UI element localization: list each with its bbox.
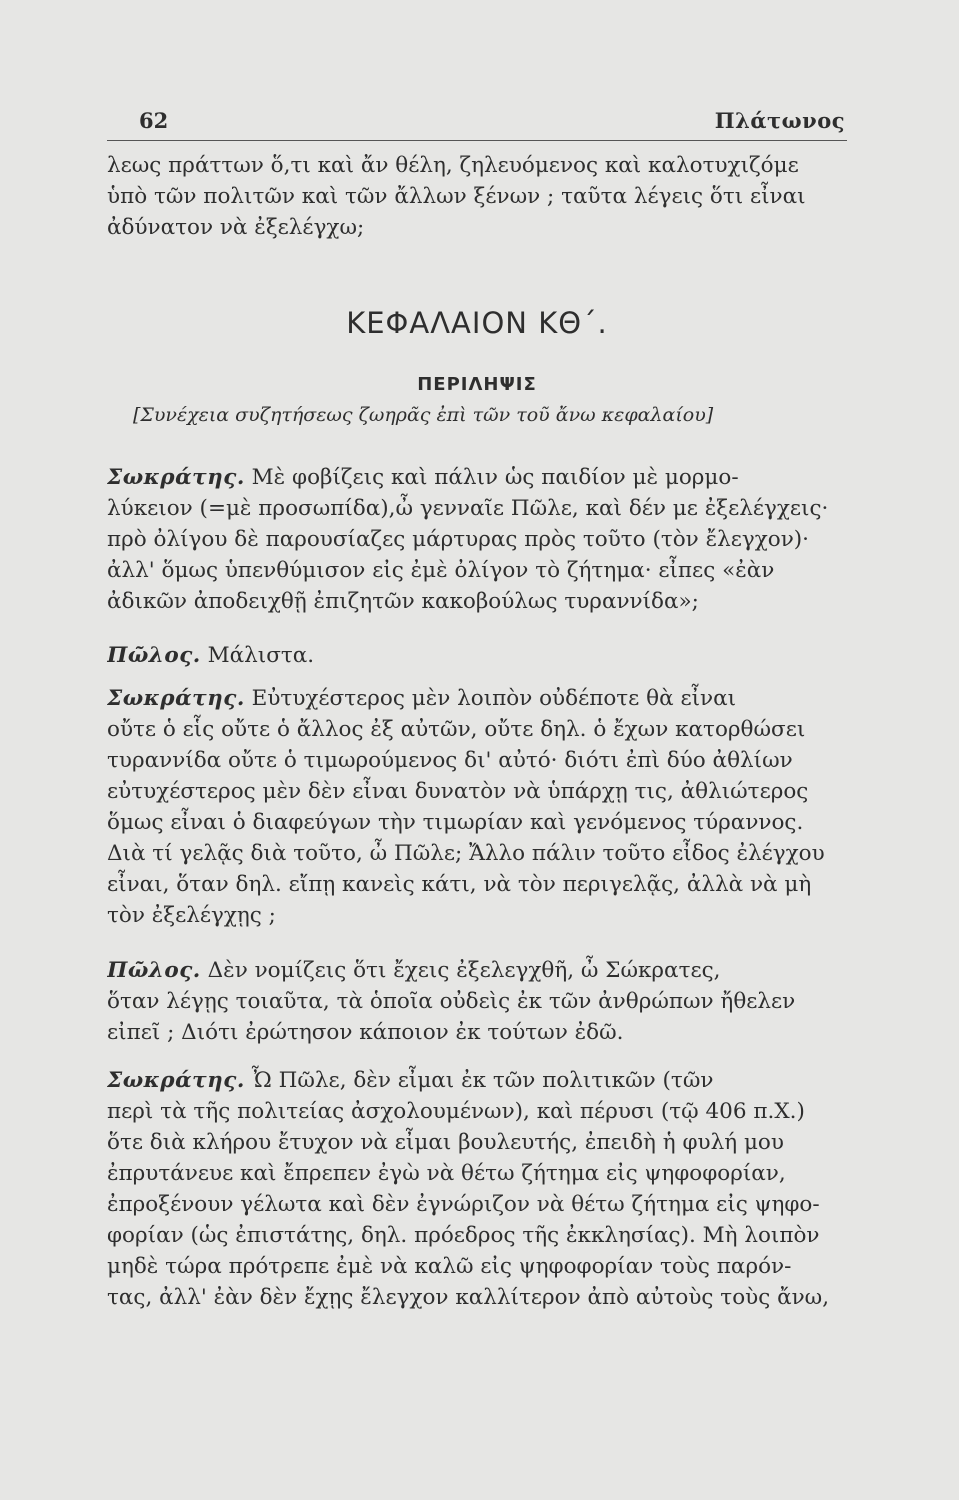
- summary-text: [Συνέχεια συζητήσεως ζωηρᾶς ἐπὶ τῶν τοῦ ἄνω κεφαλαίου]: [133, 404, 714, 426]
- speaker-name: Πῶλος.: [107, 643, 201, 668]
- text-line: ὑπὸ τῶν πολιτῶν καὶ τῶν ἄλλων ξένων ; ταῦτα λέγεις ὅτι εἶναι: [107, 184, 806, 209]
- speaker-name: Σωκράτης.: [107, 686, 245, 711]
- summary-title: ΠΕΡΙΛΗΨΙΣ: [417, 374, 537, 395]
- text-line: ὅτε διὰ κλήρου ἔτυχον νὰ εἶμαι βουλευτής, ἐπειδὴ ἡ φυλή μου: [107, 1130, 784, 1155]
- speech-text: Μάλιστα.: [207, 643, 315, 668]
- text-line: τας, ἀλλ' ἐὰν δὲν ἔχῃς ἔλεγχον καλλίτερον ἀπὸ αὐτοὺς τοὺς ἄνω,: [107, 1285, 830, 1310]
- text-line: ἐπροξένουν γέλωτα καὶ δὲν ἐγνώριζον νὰ θέτω ζήτημα εἰς ψηφο-: [107, 1192, 820, 1217]
- text-line: εἰπεῖ ; Διότι ἐρώτησον κάποιον ἐκ τούτων ἐδῶ.: [107, 1020, 624, 1045]
- dialogue-turn: [107, 462, 847, 617]
- text-line: τὸν ἐξελέγχῃς ;: [107, 903, 276, 928]
- dialogue-turn: [107, 955, 847, 1048]
- text-line: [107, 955, 847, 986]
- text-line: εἶναι, ὅταν δηλ. εἴπῃ κανεὶς κάτι, νὰ τὸν περιγελᾷς, ἀλλὰ νὰ μὴ: [107, 872, 812, 897]
- text-line: περὶ τὰ τῆς πολιτείας ἀσχολουμένων), καὶ πέρυσι (τῷ 406 π.Χ.): [107, 1099, 805, 1124]
- text-line: Διὰ τί γελᾷς διὰ τοῦτο, ὦ Πῶλε; Ἄλλο πάλιν τοῦτο εἶδος ἐλέγχου: [107, 841, 825, 866]
- speaker-name: Σωκράτης.: [107, 465, 245, 490]
- speech-text: Δὲν νομίζεις ὅτι ἔχεις ἐξελεγχθῆ, ὦ Σώκρατες,: [207, 958, 721, 983]
- text-line: ὅταν λέγῃς τοιαῦτα, τὰ ὁποῖα οὐδεὶς ἐκ τῶν ἀνθρώπων ἤθελεν: [107, 989, 796, 1014]
- dialogue-turn: [107, 683, 847, 931]
- text-line: οὔτε ὁ εἷς οὔτε ὁ ἄλλος ἐξ αὐτῶν, οὔτε δηλ. ὁ ἔχων κατορθώσει: [107, 717, 806, 742]
- text-line: ὅμως εἶναι ὁ διαφεύγων τὴν τιμωρίαν καὶ γενόμενος τύραννος.: [107, 810, 804, 835]
- chapter-title: ΚΕΦΑΛΑΙΟΝ ΚΘ΄.: [346, 306, 608, 340]
- text-line: ἀλλ' ὅμως ὑπενθύμισον εἰς ἐμὲ ὀλίγον τὸ ζήτημα· εἶπες «ἐὰν: [107, 558, 775, 583]
- text-line: μηδὲ τώρα πρότρεπε ἐμὲ νὰ καλῶ εἰς ψηφοφορίαν τοὺς παρόν-: [107, 1254, 792, 1279]
- text-line: [107, 462, 847, 493]
- speech-text: Ὦ Πῶλε, δὲν εἶμαι ἐκ τῶν πολιτικῶν (τῶν: [251, 1068, 714, 1093]
- text-line: τυραννίδα οὔτε ὁ τιμωρούμενος δι' αὐτό· διότι ἐπὶ δύο ἀθλίων: [107, 748, 793, 773]
- speech-text: Εὐτυχέστερος μὲν λοιπὸν οὐδέποτε θὰ εἶναι: [251, 686, 737, 711]
- book-title: Πλάτωνος: [714, 108, 845, 133]
- text-line: φορίαν (ὡς ἐπιστάτης, δηλ. πρόεδρος τῆς ἐκκλησίας). Μὴ λοιπὸν: [107, 1223, 820, 1248]
- page-number: 62: [139, 108, 169, 133]
- running-header: [107, 104, 847, 141]
- speaker-name: Πῶλος.: [107, 958, 201, 983]
- text-line: [107, 683, 847, 714]
- text-line: λύκειον (=μὲ προσωπίδα),ὦ γενναῖε Πῶλε, καὶ δέν με ἐξελέγχεις·: [107, 496, 829, 521]
- text-line: πρὸ ὀλίγου δὲ παρουσίαζες μάρτυρας πρὸς τοῦτο (τὸν ἔλεγχον)·: [107, 527, 810, 552]
- text-line: [107, 1065, 847, 1096]
- text-line: ἐπρυτάνευε καὶ ἔπρεπεν ἐγὼ νὰ θέτω ζήτημα εἰς ψηφοφορίαν,: [107, 1161, 786, 1186]
- text-line: ἀδύνατον νὰ ἐξελέγχω;: [107, 215, 365, 240]
- speech-text: Μὲ φοβίζεις καὶ πάλιν ὡς παιδίον μὲ μορμο-: [251, 465, 739, 490]
- text-line: ἀδικῶν ἀποδειχθῇ ἐπιζητῶν κακοβούλως τυραννίδα»;: [107, 589, 699, 614]
- intro-paragraph: [107, 150, 847, 243]
- text-line: λεως πράττων ὅ,τι καὶ ἄν θέλη, ζηλευόμενος καὶ καλοτυχιζόμε: [107, 153, 799, 178]
- dialogue-turn: [107, 640, 847, 671]
- text-line: [107, 640, 847, 671]
- speaker-name: Σωκράτης.: [107, 1068, 245, 1093]
- dialogue-turn: [107, 1065, 847, 1313]
- text-line: εὐτυχέστερος μὲν δὲν εἶναι δυνατὸν νὰ ὑπάρχῃ τις, ἀθλιώτερος: [107, 779, 809, 804]
